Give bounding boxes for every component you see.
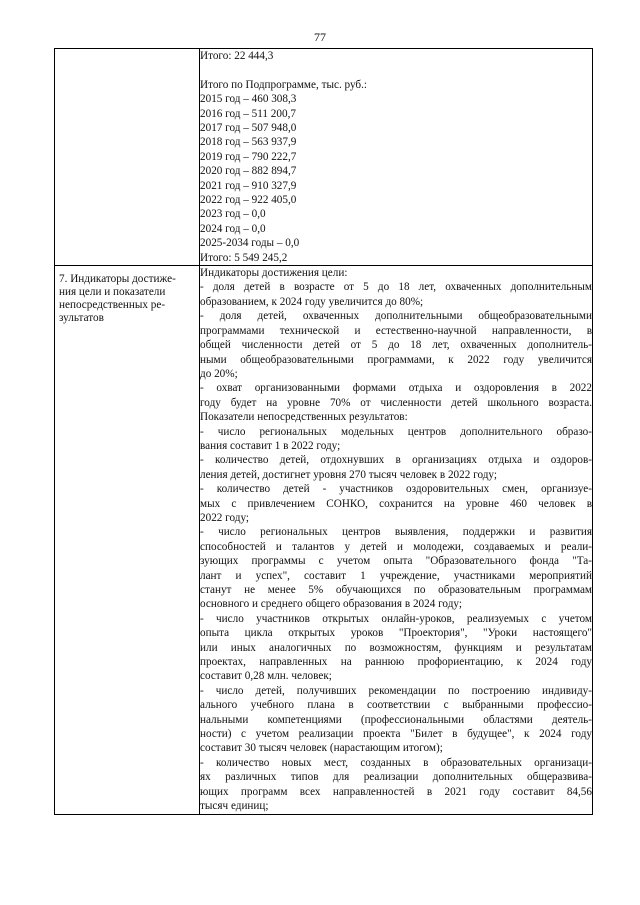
funding-line: 2025-2034 годы – 0,0 <box>200 237 300 250</box>
indicator-line: - охват организованными формами отдыха и оздоровления в 2022 <box>200 382 592 395</box>
funding-lines <box>200 49 592 265</box>
funding-line: 2018 год – 563 937,9 <box>200 136 297 149</box>
indicator-line: - число региональных модельных центров дополнительного образо- <box>200 425 592 438</box>
indicator-line: лант и успех", составит 1 учреждение, участниками мероприятий <box>200 569 592 582</box>
indicator-line: составит 30 тысяч человек (нарастающим итогом); <box>200 742 443 755</box>
indicators-label-cell <box>55 266 200 814</box>
page-number: 77 <box>314 30 326 44</box>
funding-line: 2015 год – 460 308,3 <box>200 93 297 106</box>
indicator-line: зующих программы с учетом опыта "Образовательного фонда "Та- <box>200 555 592 568</box>
indicator-line: - количество новых мест, созданных в образовательных организаци- <box>200 756 592 769</box>
funding-line: 2021 год – 910 327,9 <box>200 179 297 192</box>
indicator-line: - число региональных центров выявления, поддержки и развития <box>200 526 592 539</box>
funding-line: 2024 год – 0,0 <box>200 222 266 235</box>
funding-line: Итого по Подпрограмме, тыс. руб.: <box>200 78 368 91</box>
indicator-line: составит 0,28 млн. человек; <box>200 670 332 683</box>
indicator-line: - количество детей, отдохнувших в организациях отдыха и оздоров- <box>200 454 592 467</box>
indicator-line: ющих программ всех направленностей в 2021 году составит 84,56 <box>200 785 592 798</box>
indicator-line: - число участников открытых онлайн-уроков, реализуемых с учетом <box>200 612 592 625</box>
indicator-line: - доля детей, охваченных дополнительными общеобразовательными <box>200 310 592 323</box>
program-table <box>54 48 593 815</box>
funding-cell <box>200 49 593 266</box>
indicator-line: ности) с учетом реализации проекта "Билет в будущее", к 2024 году <box>200 728 592 741</box>
indicator-line: станут не менее 5% обучающихся по образовательным программам <box>200 584 592 597</box>
funding-line: Итого: 5 549 245,2 <box>200 251 288 264</box>
funding-line: 2016 год – 511 200,7 <box>200 107 296 120</box>
indicator-line: вания составит 1 в 2022 году; <box>200 439 341 452</box>
indicators-label: 7. Индикаторы достиже- ния цели и показатели непосредственных ре- зультатов <box>59 273 176 324</box>
table-row-funding <box>55 49 593 266</box>
indicator-line: - доля детей в возрасте от 5 до 18 лет, охваченных дополнительным <box>200 281 592 294</box>
indicator-line: основного и среднего общего образования в 2024 году; <box>200 598 462 611</box>
funding-line: Итого: 22 444,3 <box>200 50 274 62</box>
indicator-line: образованием, к 2024 году увеличится до 80%; <box>200 295 424 308</box>
indicator-line: - количество детей - участников оздоровительных смен, организуе- <box>200 483 592 496</box>
indicator-line: ях различных типов для реализации дополнительных общеразвива- <box>200 771 592 784</box>
indicator-line: году будет на уровне 70% от численности детей школьного возраста. <box>200 396 592 409</box>
indicator-line: 2022 году; <box>200 511 249 524</box>
indicator-line: - число детей, получивших рекомендации по построению индивиду- <box>200 684 592 697</box>
funding-line: 2017 год – 507 948,0 <box>200 122 297 135</box>
indicator-line: Индикаторы достижения цели: <box>200 267 348 280</box>
empty-label-cell <box>55 49 200 266</box>
indicator-line: ными общеобразовательными программами, к 2022 году увеличится <box>200 353 592 366</box>
indicator-line: проектах, направленных на раннюю профориентацию, к 2024 году <box>200 656 592 669</box>
indicator-line: мых с привлечением СОНКО, сохранится на уровне 460 человек в <box>200 497 592 510</box>
blank-line <box>200 63 592 77</box>
funding-line: 2020 год – 882 894,7 <box>200 165 297 178</box>
indicator-line: программами технической и естественно-научной направленности, в <box>200 324 592 337</box>
indicator-line: нальными компетенциями (профессиональными областями деятель- <box>200 713 592 726</box>
indicator-line: Показатели непосредственных результатов: <box>200 411 408 424</box>
table-row-indicators <box>55 266 593 814</box>
funding-line: 2022 год – 922 405,0 <box>200 194 297 207</box>
indicator-line: ления детей, достигнет уровня 270 тысяч человек в 2022 году; <box>200 468 497 481</box>
funding-line: 2019 год – 790 222,7 <box>200 150 297 163</box>
indicator-line: общей численности детей от 5 до 18 лет, охваченных дополнитель- <box>200 339 592 352</box>
indicator-line: опыта цикла открытых уроков "Проектория", "Уроки настоящего" <box>200 627 592 640</box>
funding-line: 2023 год – 0,0 <box>200 208 266 221</box>
indicators-lines <box>200 266 592 813</box>
indicator-line: способностей и талантов у детей и молодежи, создаваемых и реали- <box>200 540 592 553</box>
indicators-cell <box>200 266 593 814</box>
indicator-line: ального учебного плана в соответствии с выбранными профессио- <box>200 699 592 712</box>
indicator-line: до 20%; <box>200 367 238 380</box>
indicator-line: или иных аналогичных по возможностям, функциям и результатам <box>200 641 592 654</box>
indicator-line: тысяч единиц; <box>200 800 269 813</box>
